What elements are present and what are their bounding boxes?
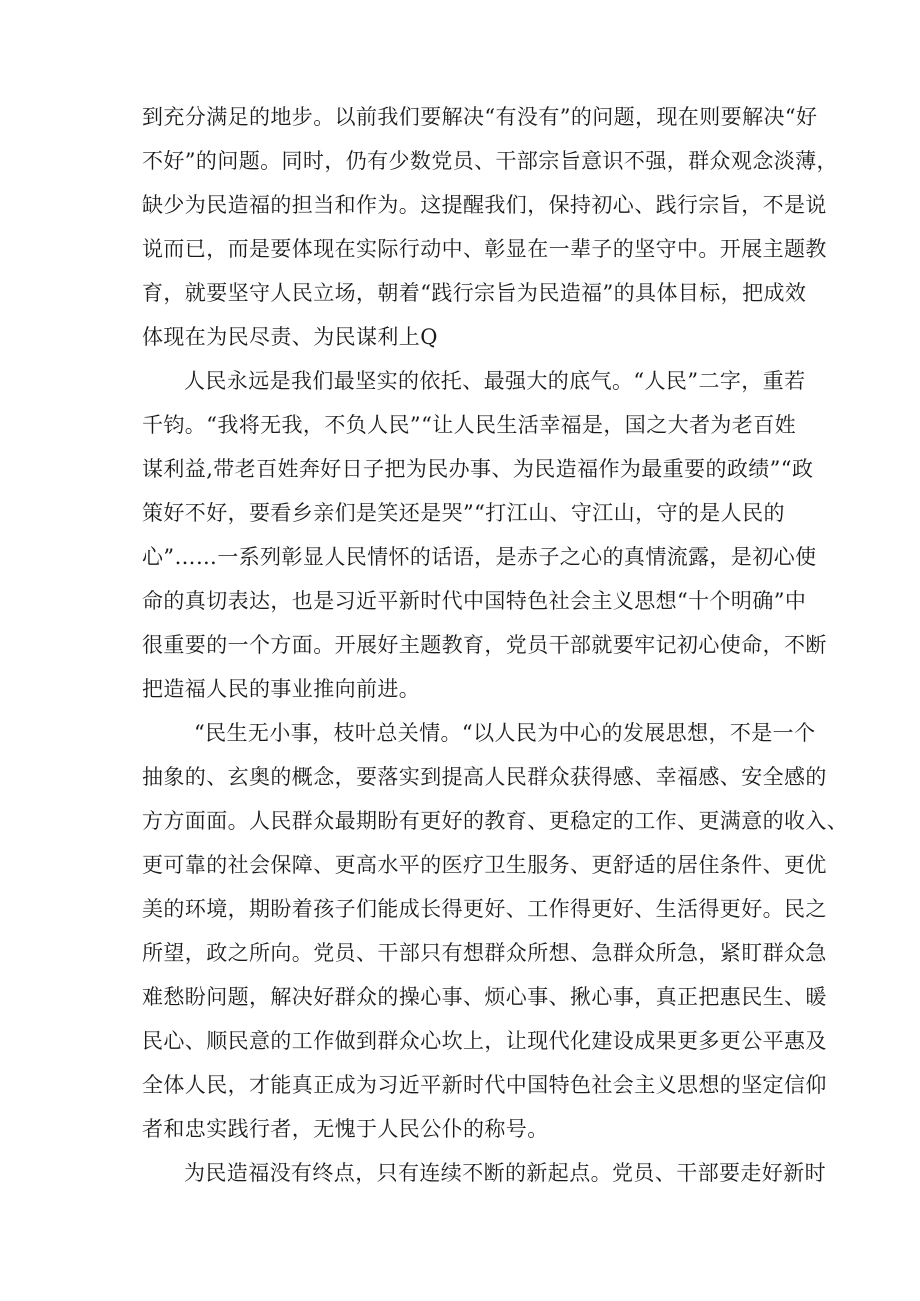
paragraph-first-line: “民生无小事，枝叶总关情。“以人民为中心的发展思想，不是一个 <box>194 721 816 745</box>
text-line: 更可靠的社会保障、更高水平的医疗卫生服务、更舒适的居住条件、更优 <box>142 853 827 877</box>
text-line: 全体人民，才能真正成为习近平新时代中国特色社会主义思想的坚定信仰 <box>142 1073 827 1097</box>
text-line: 把造福人民的事业推向前进。 <box>142 677 421 701</box>
text-line: 到充分满足的地步。以前我们要解决“有没有”的问题，现在则要解决“好 <box>142 105 818 129</box>
text-line: 者和忠实践行者，无愧于人民公仆的称号。 <box>142 1117 549 1141</box>
text-line: 千钧。“我将无我，不负人民”“让人民生活幸福是，国之大者为老百姓 <box>142 413 797 437</box>
text-line: 很重要的一个方面。开展好主题教育，党员干部就要牢记初心使命，不断 <box>142 633 827 657</box>
text-line: 命的真切表达，也是习近平新时代中国特色社会主义思想“十个明确”中 <box>142 589 807 613</box>
text-line: 民心、顺民意的工作做到群众心坎上，让现代化建设成果更多更公平惠及 <box>142 1029 827 1053</box>
paragraph-first-line: 人民永远是我们最坚实的依托、最强大的底气。“人民”二字，重若 <box>184 369 806 393</box>
text-line: 谋利益,带老百姓奔好日子把为民办事、为民造福作为最重要的政绩”“政 <box>142 457 814 481</box>
text-line: 育，就要坚守人民立场，朝着“践行宗旨为民造福”的具体目标，把成效 <box>142 281 807 305</box>
paragraph-first-line: 为民造福没有终点，只有连续不断的新起点。党员、干部要走好新时 <box>184 1161 826 1185</box>
text-line: 策好不好，要看乡亲们是笑还是哭”“打江山、守江山，守的是人民的 <box>142 501 785 525</box>
text-line: 抽象的、玄奥的概念，要落实到提高人民群众获得感、幸福感、安全感的 <box>142 765 827 789</box>
text-line: 缺少为民造福的担当和作为。这提醒我们，保持初心、践行宗旨，不是说 <box>142 193 827 217</box>
text-line: 体现在为民尽责、为民谋利上Q <box>142 325 438 349</box>
text-line: 难愁盼问题，解决好群众的操心事、烦心事、揪心事，真正把惠民生、暖 <box>142 985 827 1009</box>
text-line: 所望，政之所向。党员、干部只有想群众所想、急群众所急，紧盯群众急 <box>142 941 827 965</box>
text-line: 说而已，而是要体现在实际行动中、彰显在一辈子的坚守中。开展主题教 <box>142 237 827 261</box>
text-line: 不好”的问题。同时，仍有少数党员、干部宗旨意识不强，群众观念淡薄， <box>142 149 838 173</box>
text-line: 心”……一系列彰显人民情怀的话语，是赤子之心的真情流露，是初心使 <box>142 545 817 569</box>
text-line: 美的环境，期盼着孩子们能成长得更好、工作得更好、生活得更好。民之 <box>142 897 827 921</box>
text-line: 方方面面。人民群众最期盼有更好的教育、更稳定的工作、更满意的收入、 <box>142 809 849 833</box>
